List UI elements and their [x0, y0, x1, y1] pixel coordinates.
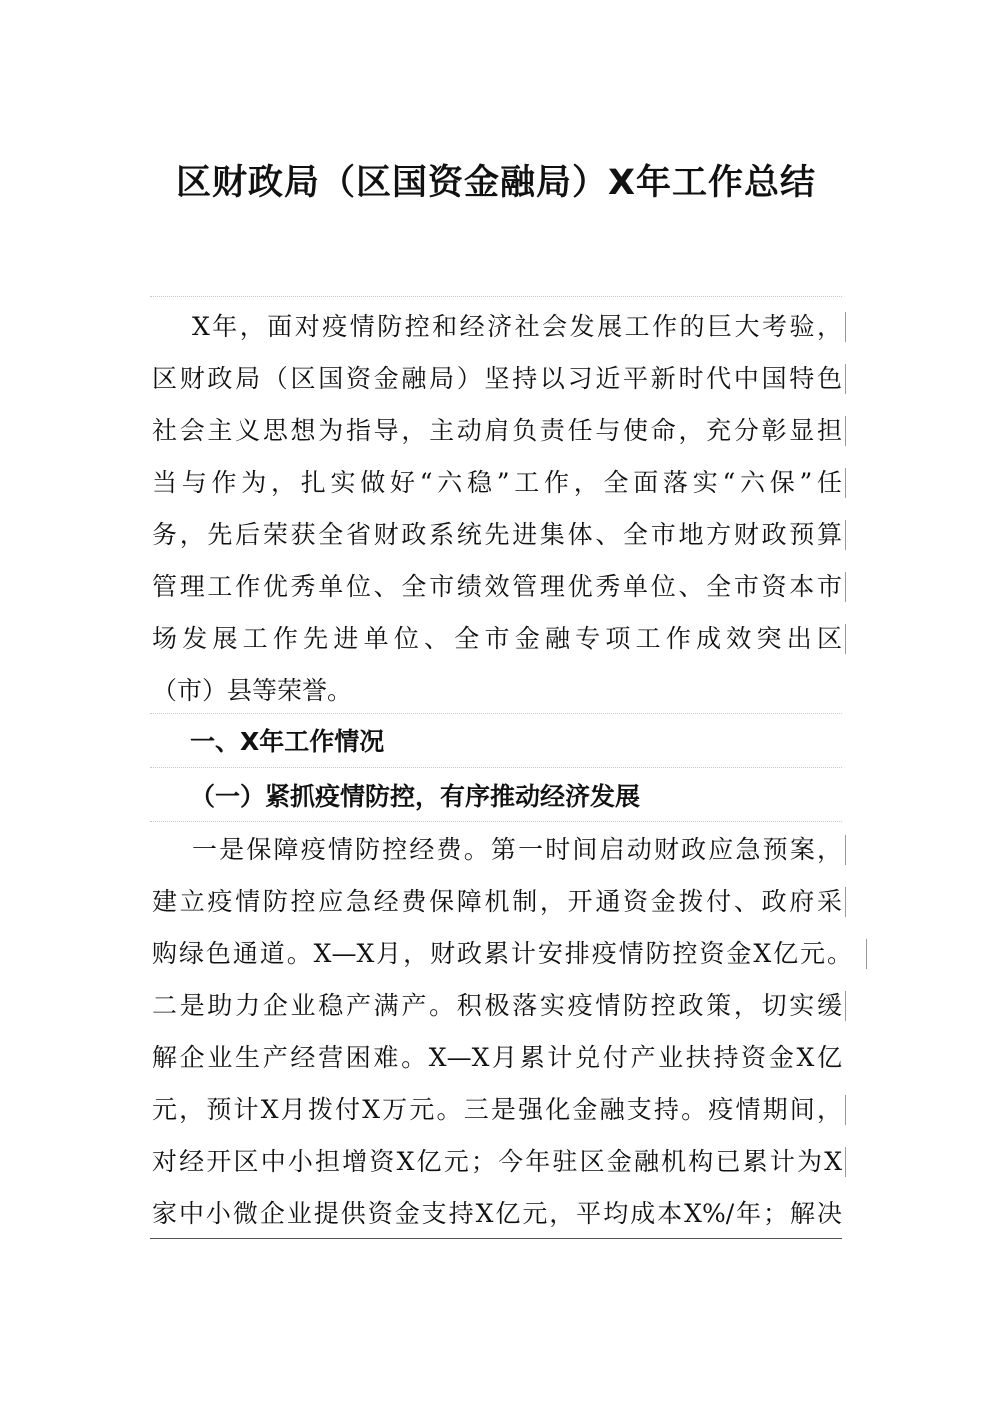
body-line: 元，预计X月拨付X万元。三是强化金融支持。疫情期间， — [152, 1095, 842, 1124]
line-end-mark — [845, 520, 846, 550]
intro-line: X年，面对疫情防控和经济社会发展工作的巨大考验， — [192, 312, 842, 341]
body-line: 一是保障疫情防控经费。第一时间启动财政应急预案， — [192, 835, 842, 864]
line-end-mark — [845, 468, 846, 498]
intro-line: 社会主义思想为指导，主动肩负责任与使命，充分彰显担 — [152, 416, 842, 445]
line-end-mark — [845, 887, 846, 917]
line-end-mark — [866, 939, 867, 969]
intro-line: （市）县等荣誉。 — [152, 676, 353, 705]
line-end-mark — [845, 1095, 846, 1125]
intro-line: 当与作为，扎实做好“六稳”工作，全面落实“六保”任 — [152, 468, 842, 497]
intro-line: 管理工作优秀单位、全市绩效管理优秀单位、全市资本市 — [152, 572, 842, 601]
line-end-mark — [845, 624, 846, 654]
line-end-mark — [845, 1147, 846, 1177]
line-end-mark — [845, 416, 846, 446]
intro-line: 区财政局（区国资金融局）坚持以习近平新时代中国特色 — [152, 364, 842, 393]
line-end-mark — [845, 364, 846, 394]
paragraph-rule — [150, 767, 842, 768]
text-block-top-rule — [150, 296, 842, 297]
body-line: 二是助力企业稳产满产。积极落实疫情防控政策，切实缓 — [152, 991, 842, 1020]
line-end-mark — [845, 312, 846, 342]
line-end-mark — [845, 572, 846, 602]
body-line: 购绿色通道。X—X月，财政累计安排疫情防控资金X亿元。 — [152, 939, 852, 968]
section-heading: 一、X年工作情况 — [190, 727, 385, 756]
subsection-heading: （一）紧抓疫情防控，有序推动经济发展 — [190, 782, 641, 811]
body-line: 建立疫情防控应急经费保障机制，开通资金拨付、政府采 — [152, 887, 842, 916]
text-block-bottom-rule — [150, 1238, 842, 1239]
paragraph-rule — [150, 821, 842, 822]
intro-line: 务，先后荣获全省财政系统先进集体、全市地方财政预算 — [152, 520, 842, 549]
body-line: 对经开区中小担增资X亿元；今年驻区金融机构已累计为X — [152, 1147, 842, 1176]
body-line: 家中小微企业提供资金支持X亿元，平均成本X%/年；解决 — [152, 1199, 842, 1228]
body-line: 解企业生产经营困难。X—X月累计兑付产业扶持资金X亿 — [152, 1043, 842, 1072]
paragraph-rule — [150, 713, 842, 714]
document-title: 区财政局（区国资金融局）X年工作总结 — [176, 163, 816, 203]
line-end-mark — [845, 835, 846, 865]
intro-line: 场发展工作先进单位、全市金融专项工作成效突出区 — [152, 624, 842, 653]
line-end-mark — [845, 991, 846, 1021]
